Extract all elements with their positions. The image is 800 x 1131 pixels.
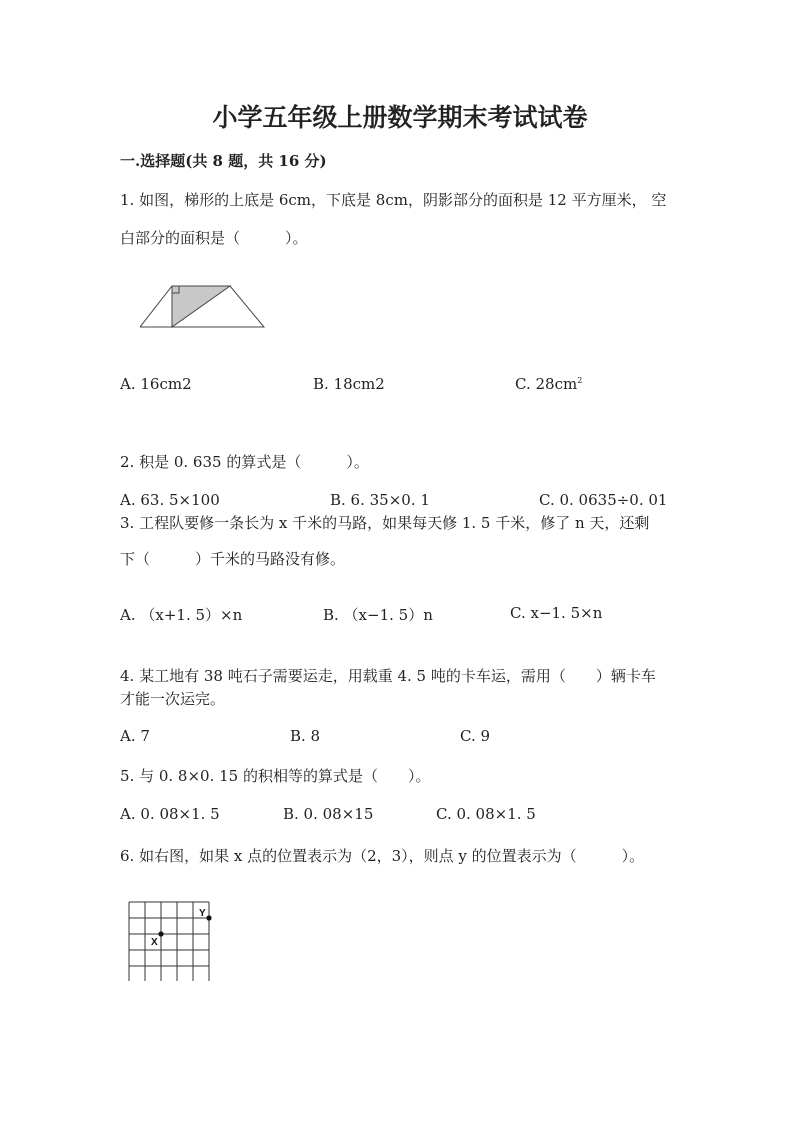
question-2-line-1: 2. 积是 0. 635 的算式是（ ）。: [120, 453, 369, 471]
question-4-option-a: A. 7: [120, 727, 150, 745]
point-y-label: Y: [199, 908, 206, 919]
question-4-line-2: 才能一次运完。: [120, 690, 226, 708]
question-1-option-c: [515, 375, 582, 393]
question-1-option-c-text: C. 28cm: [515, 375, 578, 393]
question-2-option-c: C. 0. 0635÷0. 01: [539, 491, 668, 509]
question-5-option-c: C. 0. 08×1. 5: [436, 805, 536, 823]
question-1-option-b: B. 18cm2: [313, 375, 385, 393]
question-3-line-2: 下（ ）千米的马路没有修。: [120, 550, 346, 568]
question-3-option-c: C. x−1. 5×n: [510, 604, 603, 622]
question-5-line-1: 5. 与 0. 8×0. 15 的积相等的算式是（ ）。: [120, 767, 431, 785]
question-2-option-a: A. 63. 5×100: [120, 491, 220, 509]
question-5-option-b: B. 0. 08×15: [283, 805, 374, 823]
trapezoid-figure: [140, 284, 270, 330]
question-1-line-2: 白部分的面积是（ ）。: [120, 229, 308, 247]
question-3-option-a: A. （x+1. 5）×n: [120, 606, 243, 624]
question-1-option-a: A. 16cm2: [120, 375, 192, 393]
shaded-triangle: [172, 286, 230, 327]
coordinate-grid-figure: [128, 901, 214, 981]
question-3-option-b: B. （x−1. 5）n: [323, 606, 433, 624]
question-1-option-c-sup: 2: [577, 376, 583, 385]
question-4-line-1: 4. 某工地有 38 吨石子需要运走，用载重 4. 5 吨的卡车运，需用（ ）辆卡车: [120, 667, 656, 685]
question-4-option-c: C. 9: [460, 727, 491, 745]
page-title: 小学五年级上册数学期末考试试卷: [212, 103, 588, 132]
question-5-option-a: A. 0. 08×1. 5: [120, 805, 220, 823]
point-x-label: X: [151, 937, 158, 948]
question-2-option-b: B. 6. 35×0. 1: [330, 491, 430, 509]
grid-lines: [129, 902, 209, 981]
question-4-option-b: B. 8: [290, 727, 321, 745]
question-1-line-1: 1. 如图，梯形的上底是 6cm，下底是 8cm，阴影部分的面积是 12 平方厘米， 空: [120, 191, 667, 209]
question-3-line-1: 3. 工程队要修一条长为 x 千米的马路，如果每天修 1. 5 千米，修了 n 天，还剩: [120, 514, 650, 532]
question-6-line-1: 6. 如右图，如果 x 点的位置表示为（2，3），则点 y 的位置表示为（ ）。: [120, 847, 645, 865]
section-heading: 一.选择题(共 8 题，共 16 分): [120, 152, 327, 170]
point-x-marker: [158, 931, 163, 936]
point-y-marker: [206, 915, 211, 920]
